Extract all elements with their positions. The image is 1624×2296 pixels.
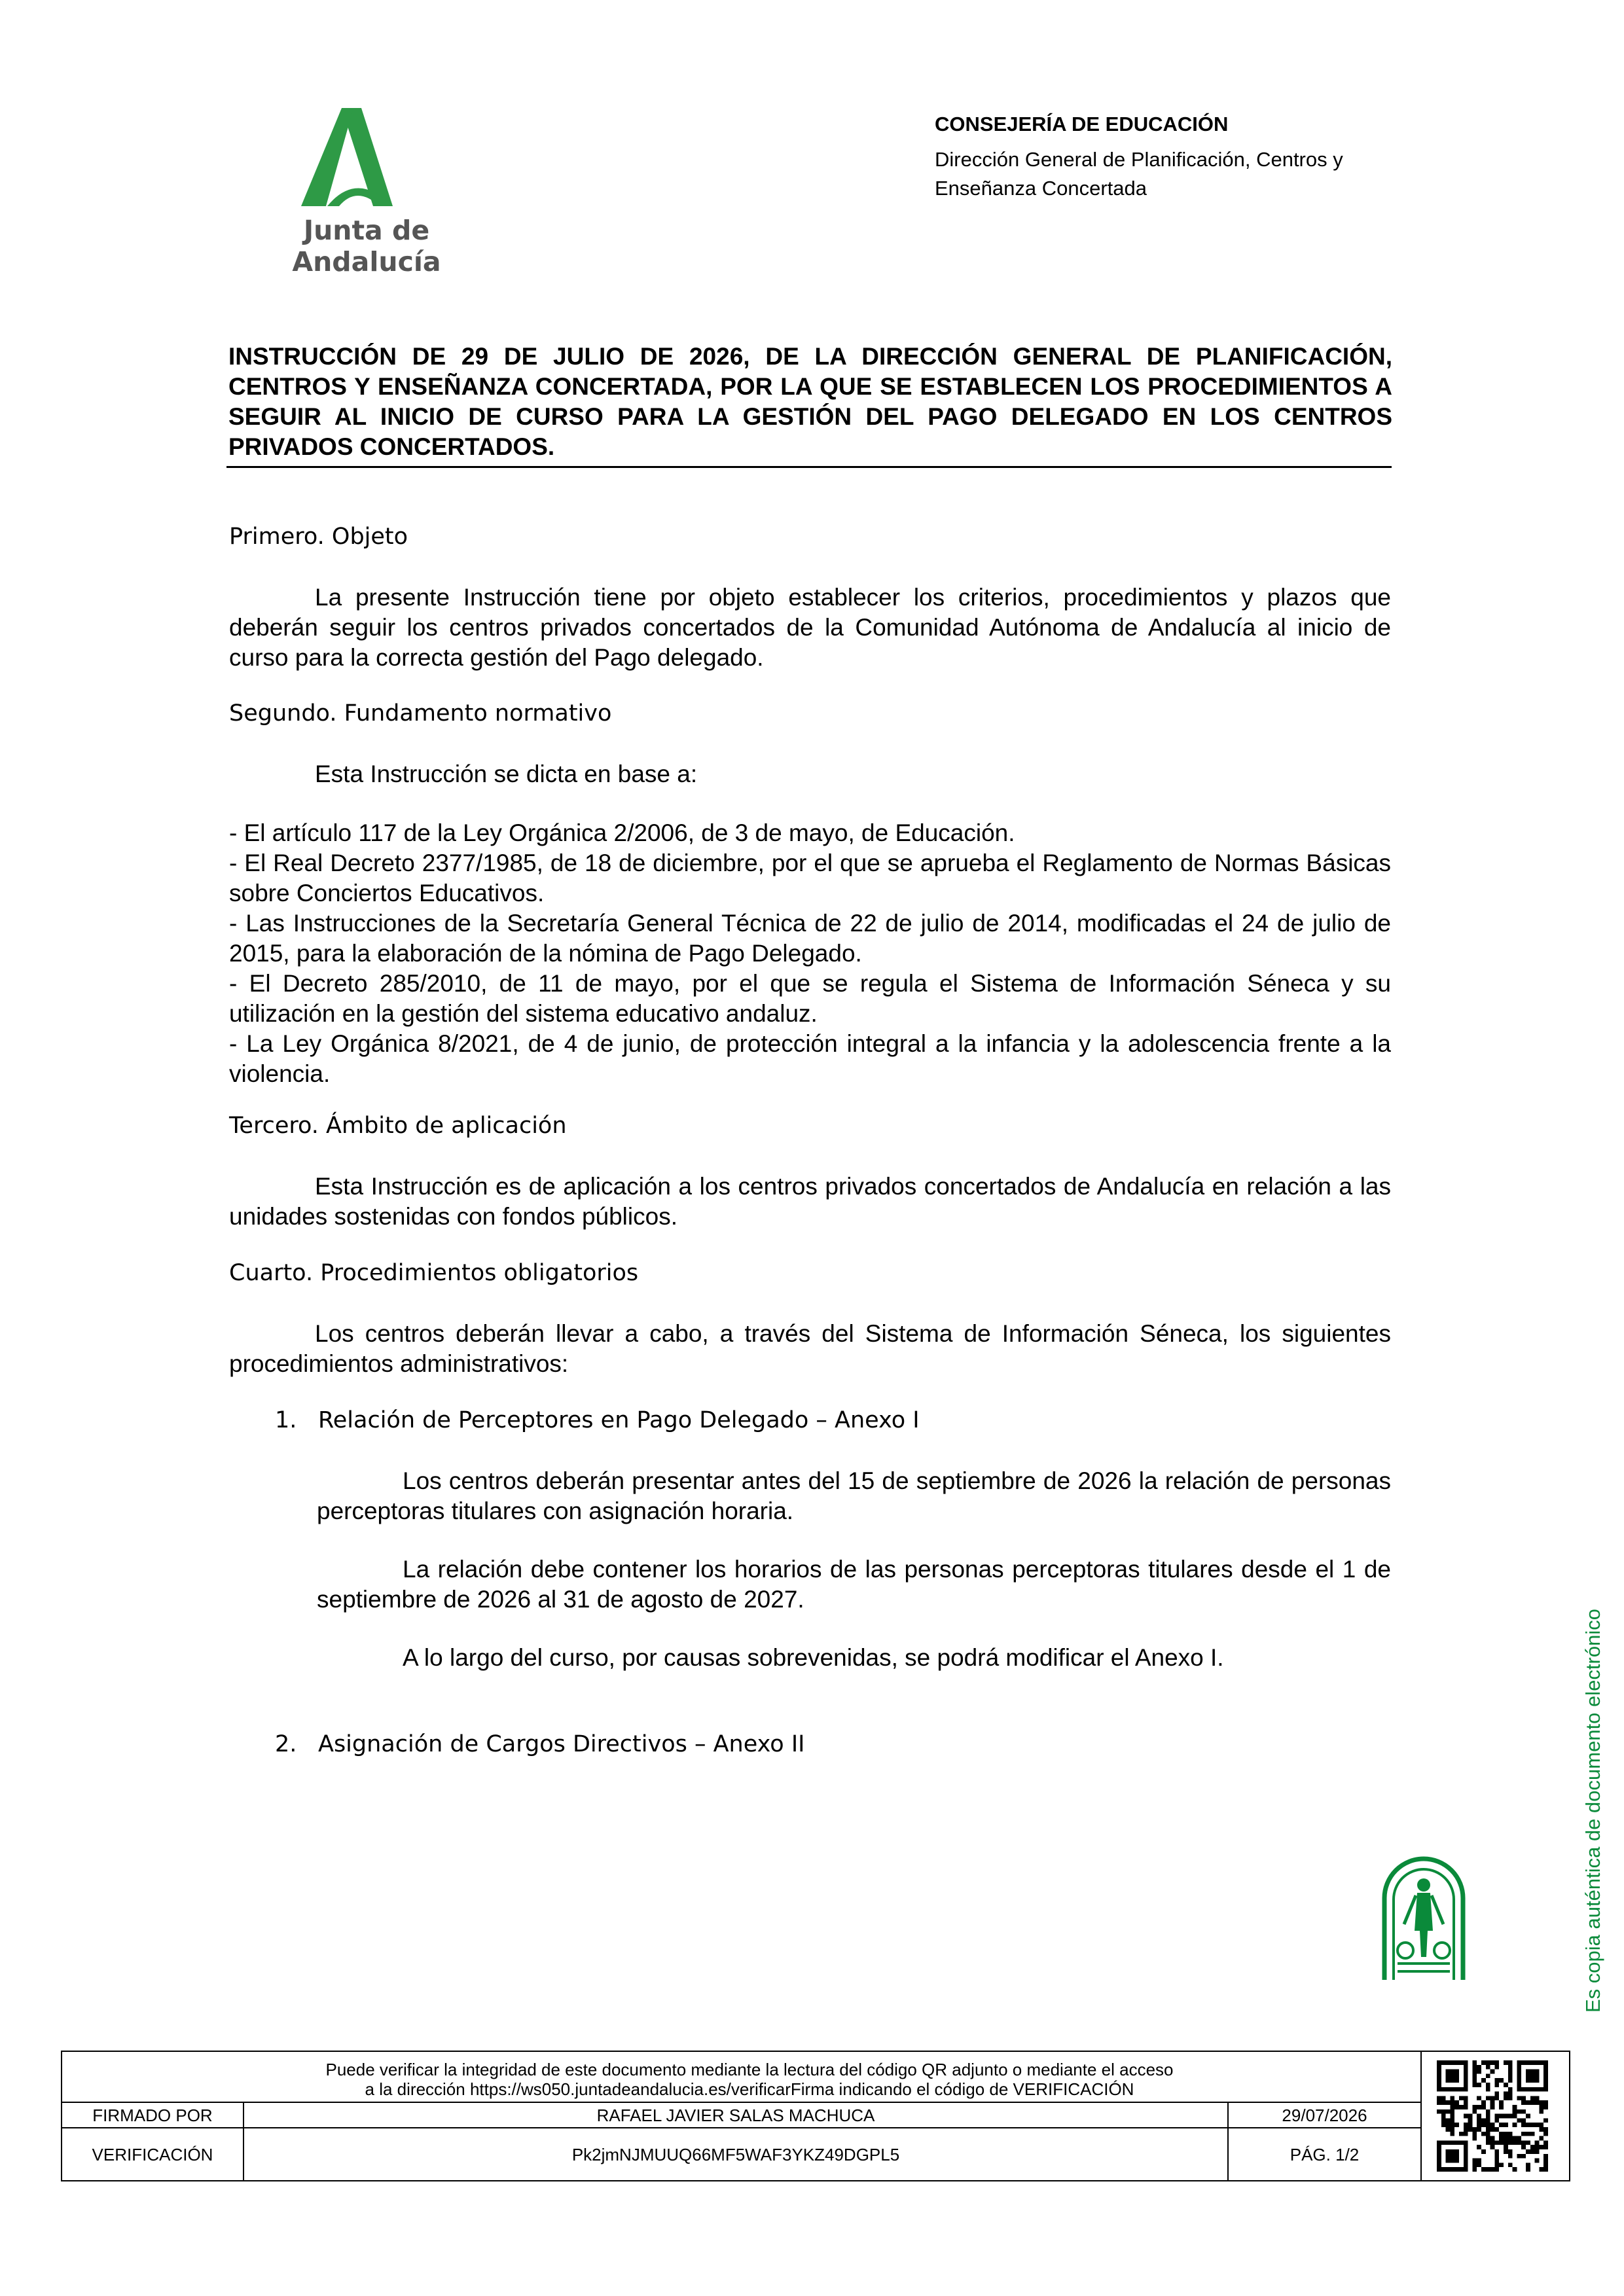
directorate bbox=[935, 145, 1406, 203]
item1-paragraph-2: La relación debe contener los horarios de las personas perceptoras titulares desde el 1 de septiembre de 2026 al 31 de agosto de 2027. bbox=[317, 1556, 1391, 1613]
procedure-item-1 bbox=[275, 1407, 920, 1433]
qr-code[interactable] bbox=[1437, 2060, 1548, 2175]
page-number: PÁG. 1/2 bbox=[1290, 2145, 1360, 2164]
junta-logo bbox=[236, 108, 497, 278]
normative-item: - La Ley Orgánica 8/2021, de 4 de junio, de protección integral a la infancia y la adolescencia frente a la violencia. bbox=[229, 1030, 1391, 1087]
signature-date: 29/07/2026 bbox=[1282, 2106, 1367, 2125]
org-name: CONSEJERÍA DE EDUCACIÓN bbox=[935, 113, 1229, 135]
cuarto-text: Los centros deberán llevar a cabo, a través del Sistema de Información Séneca, los siguientes procedimientos administrativos: bbox=[229, 1320, 1391, 1377]
signature-verification-box bbox=[61, 2051, 1570, 2181]
section-heading-primero: Primero. Objeto bbox=[229, 524, 408, 550]
directorate-line1: Dirección General de Planificación, Centros y bbox=[935, 148, 1343, 171]
tercero-text: Esta Instrucción es de aplicación a los centros privados concertados de Andalucía en relación a las unidades sostenidas con fondos públicos. bbox=[229, 1173, 1391, 1230]
item-heading: Asignación de Cargos Directivos – Anexo II bbox=[318, 1731, 805, 1757]
logo-text: Junta de Andalucía bbox=[292, 215, 441, 278]
normative-item: - Las Instrucciones de la Secretaría General Técnica de 22 de julio de 2014, modificadas el 24 de julio de 2015, para la elaboración de la nómina de Pago Delegado. bbox=[229, 910, 1391, 967]
normative-item: - El Decreto 285/2010, de 11 de mayo, por el que se regula el Sistema de Información Séneca y su utilización en la gestión del sistema educativo andaluz. bbox=[229, 970, 1391, 1027]
verification-label: VERIFICACIÓN bbox=[92, 2145, 213, 2164]
signer-name: RAFAEL JAVIER SALAS MACHUCA bbox=[596, 2106, 875, 2125]
junta-logo-mark bbox=[301, 108, 432, 206]
segundo-intro: Esta Instrucción se dicta en base a: bbox=[315, 761, 698, 787]
signed-by-label: FIRMADO POR bbox=[92, 2106, 213, 2125]
item-heading: Relación de Perceptores en Pago Delegado – Anexo I bbox=[318, 1407, 920, 1433]
authentic-copy-note: Es copia auténtica de documento electrónico bbox=[1581, 1609, 1604, 2013]
document-title: INSTRUCCIÓN DE 29 DE JULIO DE 2026, DE LA DIRECCIÓN GENERAL DE PLANIFICACIÓN, CENTROS Y ENSEÑANZA CONCERTADA, POR LA QUE SE ESTABLECEN LOS PROCEDIMIENTOS A SEGUIR AL INICIO DE CURSO PARA LA GESTIÓN DEL PAGO DELEGADO EN LOS CENTROS PRIVADOS CONCERTADOS. bbox=[228, 343, 1392, 460]
junta-seal bbox=[1378, 1852, 1470, 1986]
section-heading-tercero: Tercero. Ámbito de aplicación bbox=[229, 1113, 567, 1139]
directorate-line2: Enseñanza Concertada bbox=[935, 177, 1147, 200]
primero-text: La presente Instrucción tiene por objeto establecer los criterios, procedimientos y plazos que deberán seguir los centros privados concertados de la Comunidad Autónoma de Andalucía al inicio de curso para la correcta gestión del Pago delegado. bbox=[229, 584, 1391, 671]
normative-item: - El artículo 117 de la Ley Orgánica 2/2006, de 3 de mayo, de Educación. bbox=[229, 819, 1015, 846]
row-divider bbox=[62, 2127, 1420, 2128]
verify-line-2: a la dirección https://ws050.juntadeandalucia.es/verificarFirma indicando el código de VERIFICACIÓN bbox=[365, 2079, 1134, 2099]
item1-paragraph-3: A lo largo del curso, por causas sobrevenidas, se podrá modificar el Anexo I. bbox=[403, 1644, 1224, 1671]
verify-instructions bbox=[62, 2060, 1437, 2099]
procedure-item-2 bbox=[275, 1731, 804, 1757]
item-number: 1. bbox=[275, 1407, 297, 1433]
title-rule bbox=[226, 466, 1392, 468]
verify-line-1: Puede verificar la integridad de este documento mediante la lectura del código QR adjunto o mediante el acceso bbox=[325, 2060, 1174, 2079]
section-heading-segundo: Segundo. Fundamento normativo bbox=[229, 700, 612, 726]
verification-code: Pk2jmNJMUUQ66MF5WAF3YKZ49DGPL5 bbox=[571, 2145, 900, 2164]
section-heading-cuarto: Cuarto. Procedimientos obligatorios bbox=[229, 1260, 639, 1286]
item1-paragraph-1: Los centros deberán presentar antes del 15 de septiembre de 2026 la relación de personas perceptoras titulares con asignación horaria. bbox=[317, 1467, 1391, 1524]
normative-list bbox=[229, 818, 1391, 1089]
normative-item: - El Real Decreto 2377/1985, de 18 de diciembre, por el que se aprueba el Reglamento de Normas Básicas sobre Conciertos Educativos. bbox=[229, 850, 1391, 906]
column-divider bbox=[1420, 2052, 1422, 2180]
row-divider bbox=[62, 2102, 1420, 2103]
item-number: 2. bbox=[275, 1731, 297, 1757]
